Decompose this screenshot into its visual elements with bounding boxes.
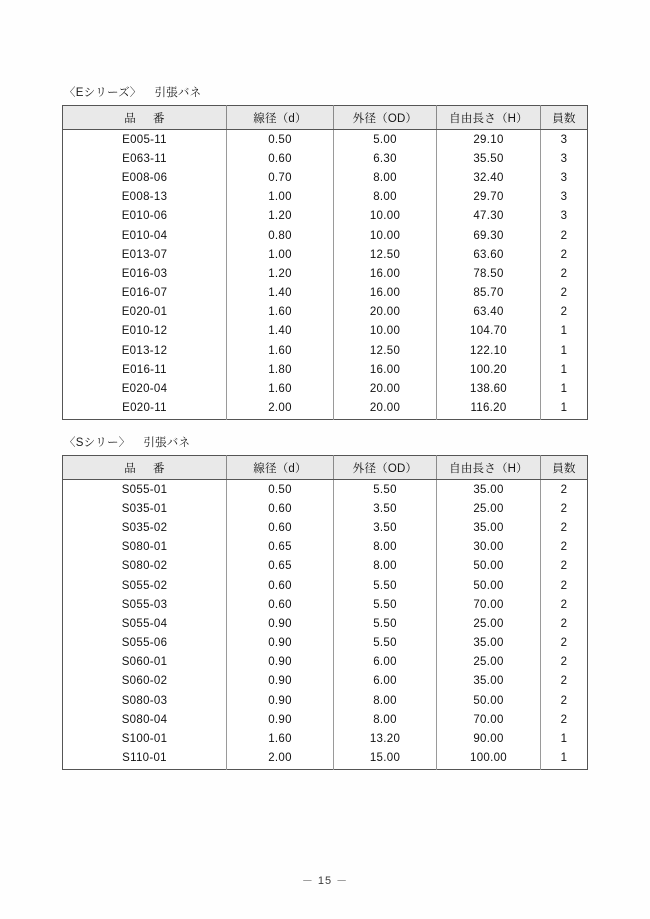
- cell-od: 15.00: [334, 749, 437, 770]
- cell-od: 16.00: [334, 264, 437, 283]
- cell-od: 5.50: [334, 595, 437, 614]
- cell-od: 20.00: [334, 303, 437, 322]
- cell-od: 13.20: [334, 729, 437, 748]
- table-row: [63, 130, 588, 150]
- cell-qty: 2: [560, 248, 568, 261]
- cell-len: 25.00: [437, 653, 541, 672]
- table-header-row: [63, 106, 588, 130]
- cell-od: 10.00: [334, 207, 437, 226]
- cell-od: 3.50: [334, 518, 437, 537]
- cell-len: 30.00: [437, 538, 541, 557]
- cell-wire: 0.90: [227, 614, 334, 633]
- cell-len: 25.00: [437, 614, 541, 633]
- table-body-e-series: [63, 130, 588, 420]
- column-header-part-number: [63, 106, 227, 130]
- table-header-row: [63, 456, 588, 480]
- cell-wire: 0.90: [227, 691, 334, 710]
- cell-part: E063-11: [63, 149, 227, 168]
- cell-wire: 1.40: [227, 322, 334, 341]
- table-row: [63, 634, 588, 653]
- cell-part: E013-07: [63, 245, 227, 264]
- cell-part: S080-02: [63, 557, 227, 576]
- cell-qty: 2: [560, 502, 568, 515]
- table-row: [63, 341, 588, 360]
- cell-qty: 3: [560, 171, 568, 184]
- table-row: [63, 729, 588, 748]
- table-row: [63, 322, 588, 341]
- cell-od: 20.00: [334, 399, 437, 420]
- table-row: [63, 710, 588, 729]
- cell-part: S060-01: [63, 653, 227, 672]
- cell-part: S055-04: [63, 614, 227, 633]
- cell-part: S080-03: [63, 691, 227, 710]
- cell-od: 8.00: [334, 188, 437, 207]
- cell-len: 63.40: [437, 303, 541, 322]
- cell-part: E010-06: [63, 207, 227, 226]
- caption-series-label: 〈Sシリー〉: [64, 437, 131, 449]
- cell-od: 8.00: [334, 538, 437, 557]
- cell-qty: 2: [560, 229, 568, 242]
- table-row: [63, 653, 588, 672]
- table-body-s-series: [63, 480, 588, 770]
- cell-len: 25.00: [437, 499, 541, 518]
- cell-part: S055-06: [63, 634, 227, 653]
- column-header-part-number-main: 品: [124, 112, 136, 125]
- page-number: － 15 －: [301, 875, 349, 887]
- spec-table-block-e-series: [62, 84, 587, 420]
- cell-wire: 0.90: [227, 634, 334, 653]
- cell-len: 47.30: [437, 207, 541, 226]
- table-row: [63, 518, 588, 537]
- table-row: [63, 499, 588, 518]
- cell-qty: 1: [560, 363, 568, 376]
- cell-od: 6.00: [334, 653, 437, 672]
- column-header-outer-diameter: 外径（OD）: [334, 456, 437, 480]
- table-row: [63, 749, 588, 770]
- cell-wire: 0.60: [227, 518, 334, 537]
- table-row: [63, 303, 588, 322]
- cell-len: 32.40: [437, 168, 541, 187]
- cell-od: 8.00: [334, 557, 437, 576]
- cell-wire: 1.60: [227, 729, 334, 748]
- cell-wire: 0.60: [227, 595, 334, 614]
- column-header-quantity: 員数: [541, 456, 588, 480]
- cell-len: 116.20: [437, 399, 541, 420]
- cell-part: S080-01: [63, 538, 227, 557]
- cell-qty: 2: [560, 675, 568, 688]
- cell-part: E020-01: [63, 303, 227, 322]
- cell-od: 12.50: [334, 341, 437, 360]
- cell-part: S100-01: [63, 729, 227, 748]
- column-header-free-length: 自由長さ（H）: [437, 106, 541, 130]
- cell-od: 10.00: [334, 322, 437, 341]
- cell-len: 90.00: [437, 729, 541, 748]
- cell-qty: 2: [560, 287, 568, 300]
- column-header-part-number-sub: 番: [153, 462, 165, 475]
- table-row: [63, 245, 588, 264]
- table-row: [63, 480, 588, 500]
- column-header-quantity: 員数: [541, 106, 588, 130]
- cell-qty: 3: [560, 152, 568, 165]
- table-row: [63, 207, 588, 226]
- table-row: [63, 538, 588, 557]
- cell-wire: 1.20: [227, 264, 334, 283]
- cell-qty: 2: [560, 617, 568, 630]
- cell-len: 70.00: [437, 595, 541, 614]
- column-header-wire-diameter: 線径（d）: [227, 456, 334, 480]
- cell-len: 100.20: [437, 360, 541, 379]
- cell-part: S110-01: [63, 749, 227, 770]
- table-row: [63, 557, 588, 576]
- cell-len: 78.50: [437, 264, 541, 283]
- cell-part: S035-01: [63, 499, 227, 518]
- column-header-wire-diameter: 線径（d）: [227, 106, 334, 130]
- cell-wire: 0.50: [227, 130, 334, 150]
- cell-len: 35.50: [437, 149, 541, 168]
- cell-wire: 0.90: [227, 653, 334, 672]
- table-row: [63, 264, 588, 283]
- cell-od: 6.30: [334, 149, 437, 168]
- cell-qty: 2: [560, 483, 568, 496]
- table-row: [63, 691, 588, 710]
- caption-type-label: 引張バネ: [143, 437, 191, 449]
- cell-qty: 2: [560, 306, 568, 319]
- spec-table-e-series: [62, 105, 588, 420]
- cell-len: 35.00: [437, 672, 541, 691]
- column-header-part-number-sub: 番: [153, 112, 165, 125]
- cell-qty: 3: [560, 210, 568, 223]
- table-row: [63, 168, 588, 187]
- cell-part: S055-01: [63, 480, 227, 500]
- cell-wire: 0.60: [227, 499, 334, 518]
- cell-wire: 0.50: [227, 480, 334, 500]
- cell-qty: 1: [560, 402, 568, 415]
- cell-wire: 1.00: [227, 188, 334, 207]
- table-row: [63, 399, 588, 420]
- cell-od: 20.00: [334, 379, 437, 398]
- cell-len: 29.10: [437, 130, 541, 150]
- cell-wire: 2.00: [227, 749, 334, 770]
- cell-len: 85.70: [437, 284, 541, 303]
- column-header-part-number: [63, 456, 227, 480]
- table-row: [63, 595, 588, 614]
- cell-part: E005-11: [63, 130, 227, 150]
- cell-qty: 1: [560, 325, 568, 338]
- cell-wire: 1.00: [227, 245, 334, 264]
- table-row: [63, 284, 588, 303]
- cell-od: 5.50: [334, 634, 437, 653]
- cell-qty: 2: [560, 713, 568, 726]
- cell-len: 29.70: [437, 188, 541, 207]
- cell-od: 8.00: [334, 168, 437, 187]
- cell-od: 5.50: [334, 614, 437, 633]
- cell-qty: 2: [560, 637, 568, 650]
- cell-wire: 0.80: [227, 226, 334, 245]
- cell-part: S035-02: [63, 518, 227, 537]
- table-row: [63, 226, 588, 245]
- cell-part: S055-03: [63, 595, 227, 614]
- cell-part: E020-04: [63, 379, 227, 398]
- cell-wire: 0.60: [227, 576, 334, 595]
- cell-len: 63.60: [437, 245, 541, 264]
- table-caption-s-series: [64, 434, 587, 450]
- cell-qty: 2: [560, 560, 568, 573]
- cell-len: 69.30: [437, 226, 541, 245]
- cell-qty: 2: [560, 541, 568, 554]
- cell-part: E008-13: [63, 188, 227, 207]
- table-row: [63, 149, 588, 168]
- cell-part: E020-11: [63, 399, 227, 420]
- cell-wire: 0.70: [227, 168, 334, 187]
- column-header-part-number-main: 品: [124, 462, 136, 475]
- cell-len: 138.60: [437, 379, 541, 398]
- cell-wire: 0.60: [227, 149, 334, 168]
- cell-len: 122.10: [437, 341, 541, 360]
- caption-series-label: 〈Eシリーズ〉: [64, 87, 142, 99]
- cell-od: 8.00: [334, 691, 437, 710]
- cell-od: 12.50: [334, 245, 437, 264]
- table-header-e-series: [63, 106, 588, 130]
- cell-od: 5.00: [334, 130, 437, 150]
- cell-qty: 1: [560, 752, 568, 765]
- table-row: [63, 672, 588, 691]
- table-row: [63, 188, 588, 207]
- cell-wire: 1.80: [227, 360, 334, 379]
- cell-len: 35.00: [437, 480, 541, 500]
- cell-len: 35.00: [437, 634, 541, 653]
- table-row: [63, 576, 588, 595]
- cell-wire: 1.40: [227, 284, 334, 303]
- cell-od: 16.00: [334, 284, 437, 303]
- cell-qty: 3: [560, 133, 568, 146]
- cell-qty: 1: [560, 344, 568, 357]
- cell-od: 16.00: [334, 360, 437, 379]
- table-row: [63, 360, 588, 379]
- cell-part: E016-07: [63, 284, 227, 303]
- cell-wire: 1.60: [227, 303, 334, 322]
- column-header-outer-diameter: 外径（OD）: [334, 106, 437, 130]
- cell-od: 5.50: [334, 480, 437, 500]
- cell-len: 104.70: [437, 322, 541, 341]
- cell-qty: 2: [560, 267, 568, 280]
- cell-part: E016-03: [63, 264, 227, 283]
- cell-od: 6.00: [334, 672, 437, 691]
- cell-wire: 2.00: [227, 399, 334, 420]
- cell-len: 50.00: [437, 576, 541, 595]
- cell-part: S060-02: [63, 672, 227, 691]
- cell-len: 35.00: [437, 518, 541, 537]
- cell-len: 50.00: [437, 557, 541, 576]
- column-header-free-length: 自由長さ（H）: [437, 456, 541, 480]
- cell-part: E008-06: [63, 168, 227, 187]
- cell-wire: 0.65: [227, 557, 334, 576]
- cell-wire: 0.90: [227, 710, 334, 729]
- cell-od: 10.00: [334, 226, 437, 245]
- cell-wire: 0.65: [227, 538, 334, 557]
- cell-part: S080-04: [63, 710, 227, 729]
- cell-qty: 2: [560, 521, 568, 534]
- cell-part: E010-12: [63, 322, 227, 341]
- cell-od: 8.00: [334, 710, 437, 729]
- cell-qty: 1: [560, 733, 568, 746]
- spec-table-block-s-series: [62, 434, 587, 770]
- cell-od: 3.50: [334, 499, 437, 518]
- table-row: [63, 379, 588, 398]
- cell-qty: 3: [560, 191, 568, 204]
- cell-wire: 0.90: [227, 672, 334, 691]
- cell-len: 50.00: [437, 691, 541, 710]
- spec-table-s-series: [62, 455, 588, 770]
- cell-wire: 1.20: [227, 207, 334, 226]
- cell-qty: 2: [560, 598, 568, 611]
- cell-wire: 1.60: [227, 341, 334, 360]
- cell-len: 100.00: [437, 749, 541, 770]
- table-header-s-series: [63, 456, 588, 480]
- cell-part: E013-12: [63, 341, 227, 360]
- cell-qty: 2: [560, 694, 568, 707]
- cell-part: E016-11: [63, 360, 227, 379]
- cell-od: 5.50: [334, 576, 437, 595]
- cell-qty: 2: [560, 579, 568, 592]
- cell-part: S055-02: [63, 576, 227, 595]
- table-row: [63, 614, 588, 633]
- caption-type-label: 引張バネ: [154, 87, 202, 99]
- cell-part: E010-04: [63, 226, 227, 245]
- table-caption-e-series: [64, 84, 587, 100]
- cell-wire: 1.60: [227, 379, 334, 398]
- cell-len: 70.00: [437, 710, 541, 729]
- cell-qty: 2: [560, 656, 568, 669]
- cell-qty: 1: [560, 383, 568, 396]
